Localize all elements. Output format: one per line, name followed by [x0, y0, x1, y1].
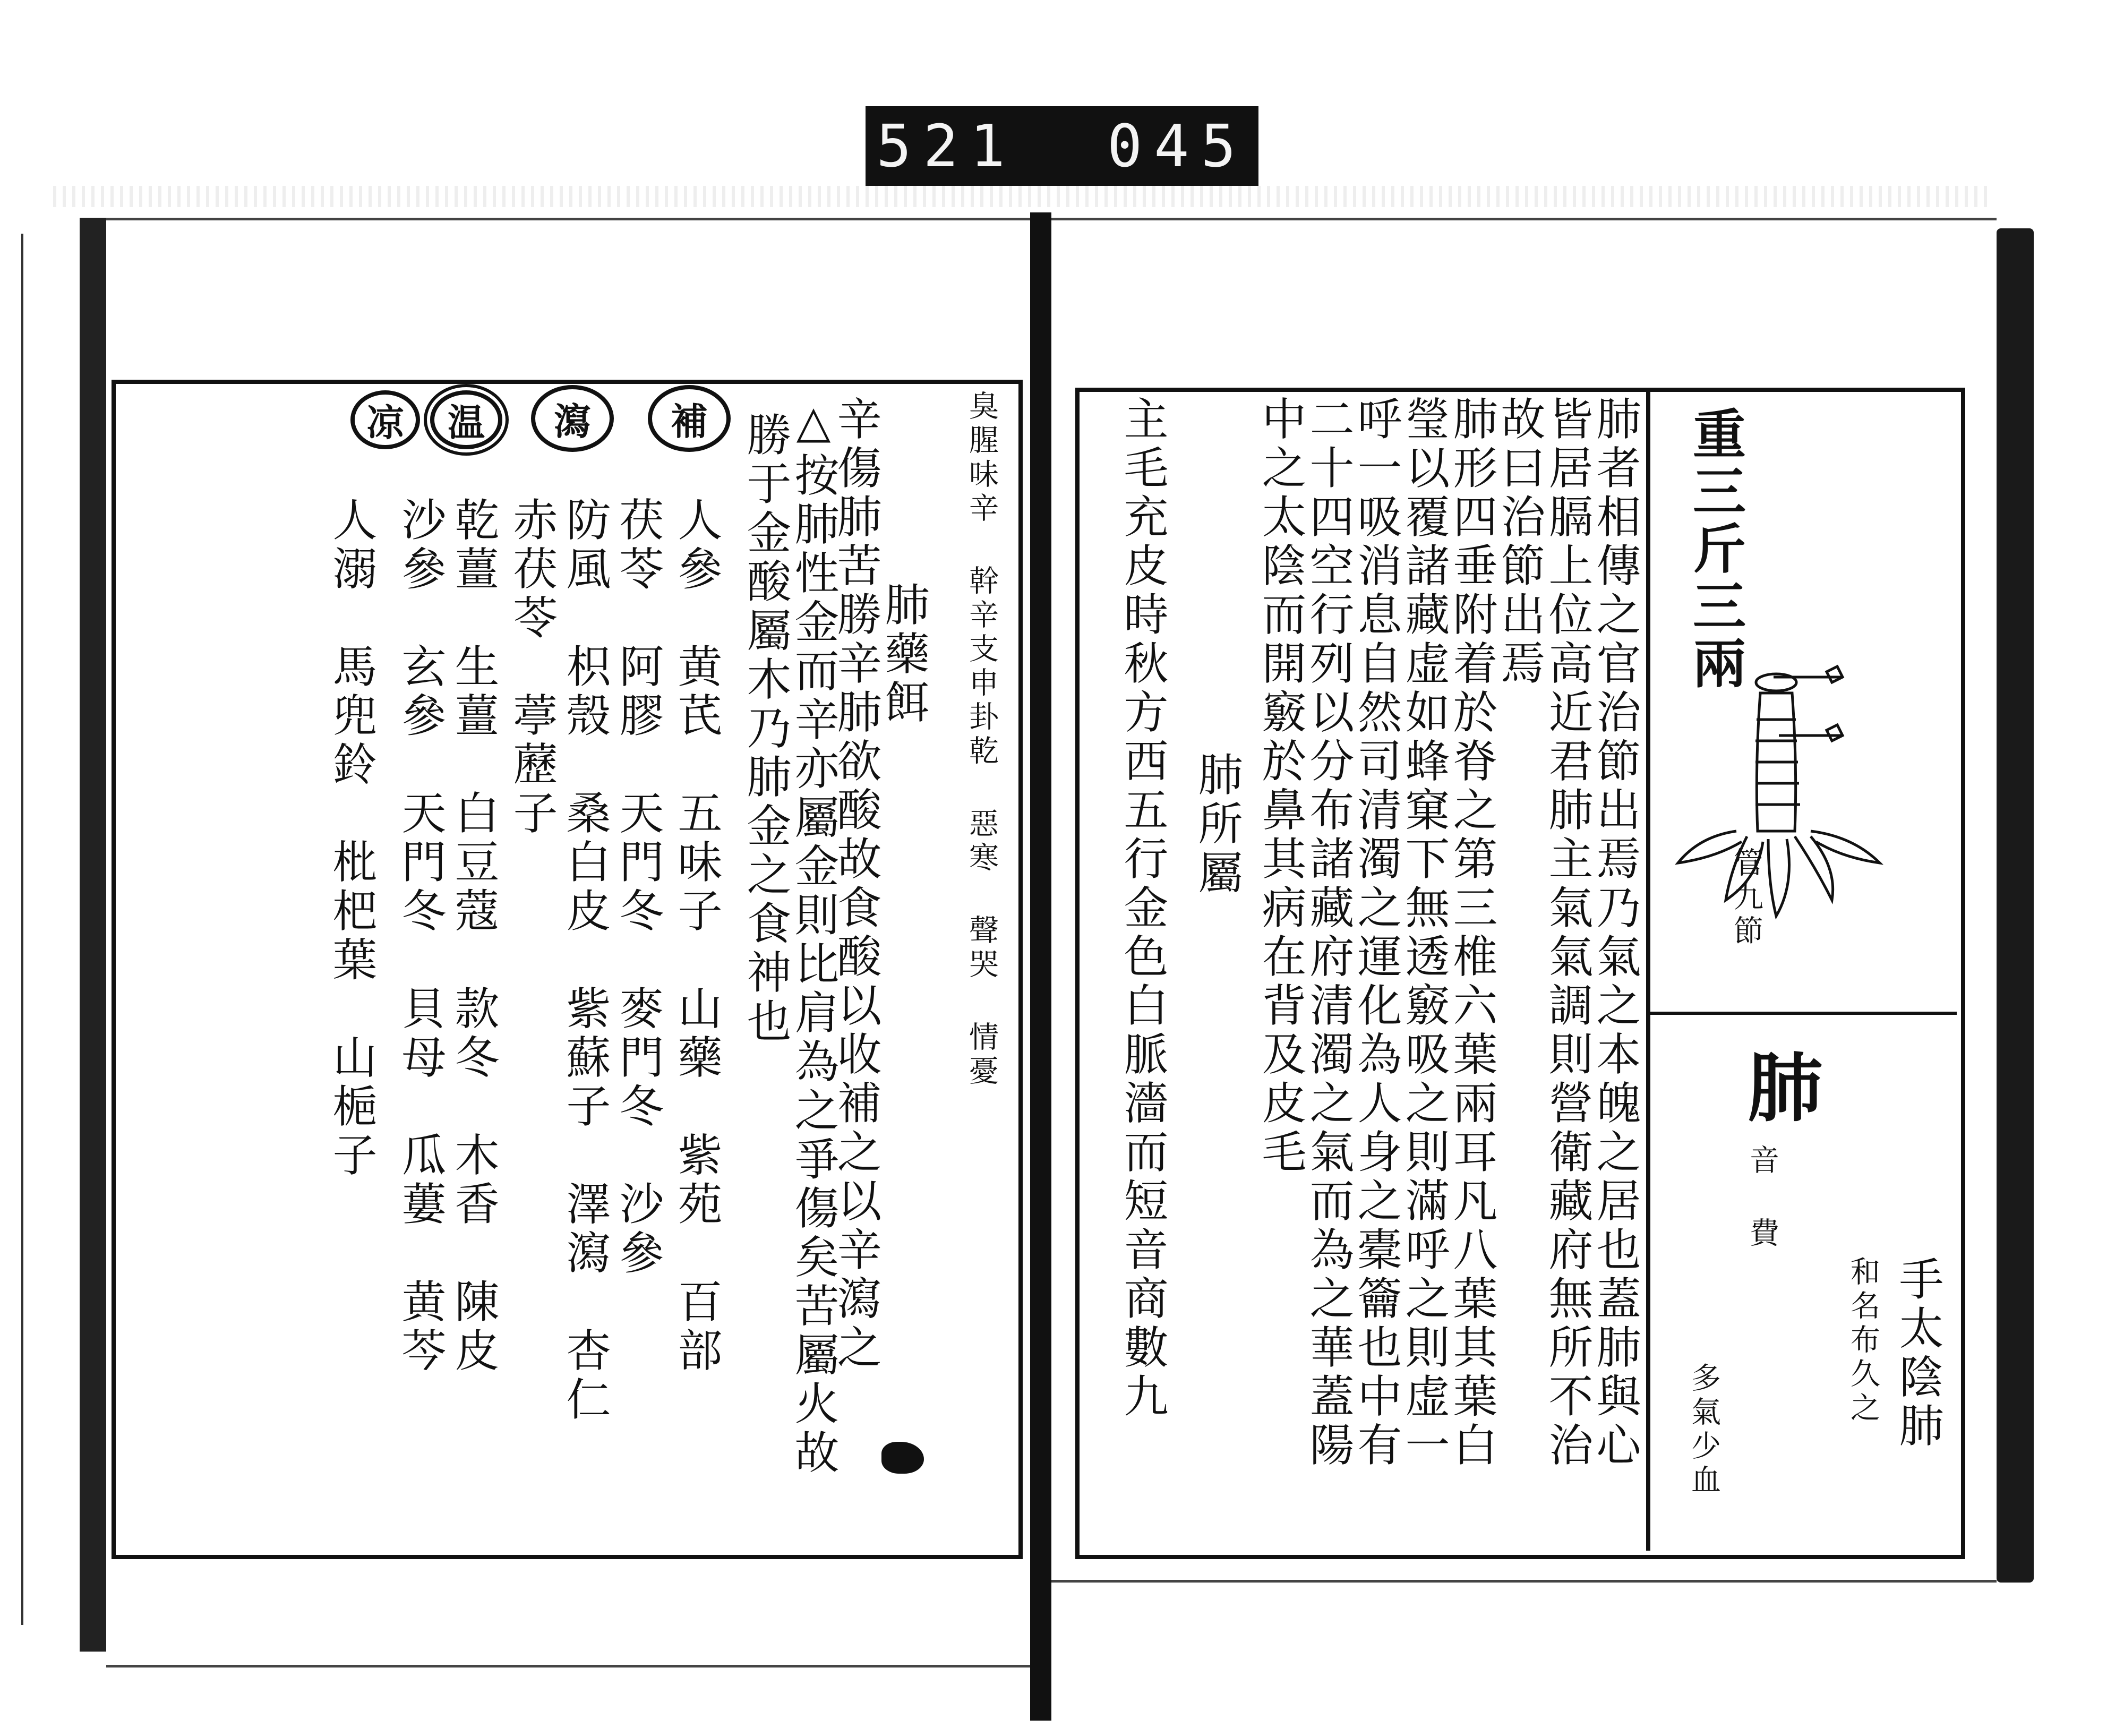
scan-edge [53, 186, 1991, 207]
diagram-label: 管九節 [1729, 847, 1763, 949]
badge-bu: 補 [648, 385, 731, 452]
text-column-1: 臭腥味辛 幹辛支申卦乾 惡寒 聲哭 情憂 [964, 390, 999, 1089]
right-page [1051, 218, 1997, 1583]
archive-label [866, 106, 1258, 186]
section-heading-medicine: 肺藥餌 [878, 581, 930, 728]
herb-column-6: 沙參 玄參 天門冬 貝母 瓜蔞 黄芩 [395, 497, 447, 1376]
badge-xie: 瀉 [531, 385, 614, 452]
text-column-4: △按肺性金而辛亦屬金則比肩為之爭傷矣苦屬火故 [787, 396, 840, 1478]
book-edge [21, 234, 85, 1625]
panel-divider-horizontal [1646, 1012, 1957, 1015]
herb-column-4: 赤茯苓 葶藶子 [506, 497, 558, 839]
book-spine-right [1997, 228, 2034, 1583]
text-column-8: 中之太陰而開竅於鼻其病在背及皮毛 [1255, 396, 1307, 1177]
herb-column-1: 人參 黄芪 五味子 山藥 紫苑 百部 [671, 497, 723, 1376]
herb-column-2: 茯苓 阿膠 天門冬 麥門冬 沙參 [612, 497, 664, 1278]
text-column-5: 勝于金酸屬木乃肺金之食神也 [740, 412, 792, 1047]
herb-column-5: 乾薑 生薑 白豆蔻 款冬 木香 陳皮 [448, 497, 500, 1376]
annotation-qi-blood: 多氣少血 [1686, 1362, 1721, 1498]
badge-liang: 凉 [350, 390, 420, 449]
left-page [106, 218, 1030, 1667]
weight-text: 重三斤三兩 [1684, 406, 1746, 693]
book-spine-left [80, 218, 106, 1652]
archive-number-left: 521 [876, 112, 1017, 180]
text-column-5: 瑩以覆諸藏虚如蜂窠下無透竅吸之則滿呼之則虚一 [1398, 396, 1450, 1470]
archive-number-right: 045 [1107, 112, 1248, 180]
title-character: 肺 [1735, 1049, 1822, 1127]
text-column-2: 皆居膈上位高近君肺主氣氣調則營衛藏府無所不治 [1541, 396, 1594, 1470]
badge-wen: 温 [430, 390, 502, 449]
text-column-3: 故曰治節出焉 [1494, 396, 1546, 689]
text-column-3: 辛傷肺苦勝辛肺欲酸故食酸以收補之以辛瀉之 [830, 396, 882, 1373]
annotation-japanese-name: 和名布久之 [1846, 1256, 1880, 1426]
text-column-4: 肺形四垂附着於脊之第三椎六葉兩耳凡八葉其葉白 [1446, 396, 1498, 1470]
text-column-1: 肺者相傳之官治節出焉乃氣之本魄之居也蓋肺與心 [1589, 396, 1641, 1470]
annotation-meridian: 手太陰肺 [1892, 1256, 1944, 1451]
herb-column-3: 防風 枳殼 桑白皮 紫蘇子 澤瀉 杏仁 [559, 497, 611, 1425]
herb-column-7: 人溺 馬兜鈴 枇杷葉 山梔子 [326, 497, 378, 1181]
book-gutter [1030, 212, 1051, 1721]
lung-diagram [1667, 661, 1922, 959]
text-column-6: 呼一吸消息自然司清濁之運化為人身之橐籥也中有 [1350, 396, 1402, 1470]
section-heading-attributes: 肺所屬 [1191, 751, 1243, 898]
text-column-attributes: 主毛充皮時秋方西五行金色白脈濇而短音商數九 [1117, 396, 1169, 1422]
reading-annotation: 音 費 [1745, 1144, 1779, 1251]
panel-divider [1646, 388, 1650, 1551]
text-column-7: 二十四空行列以分布諸藏府清濁之氣而為之華蓋陽 [1303, 396, 1355, 1470]
